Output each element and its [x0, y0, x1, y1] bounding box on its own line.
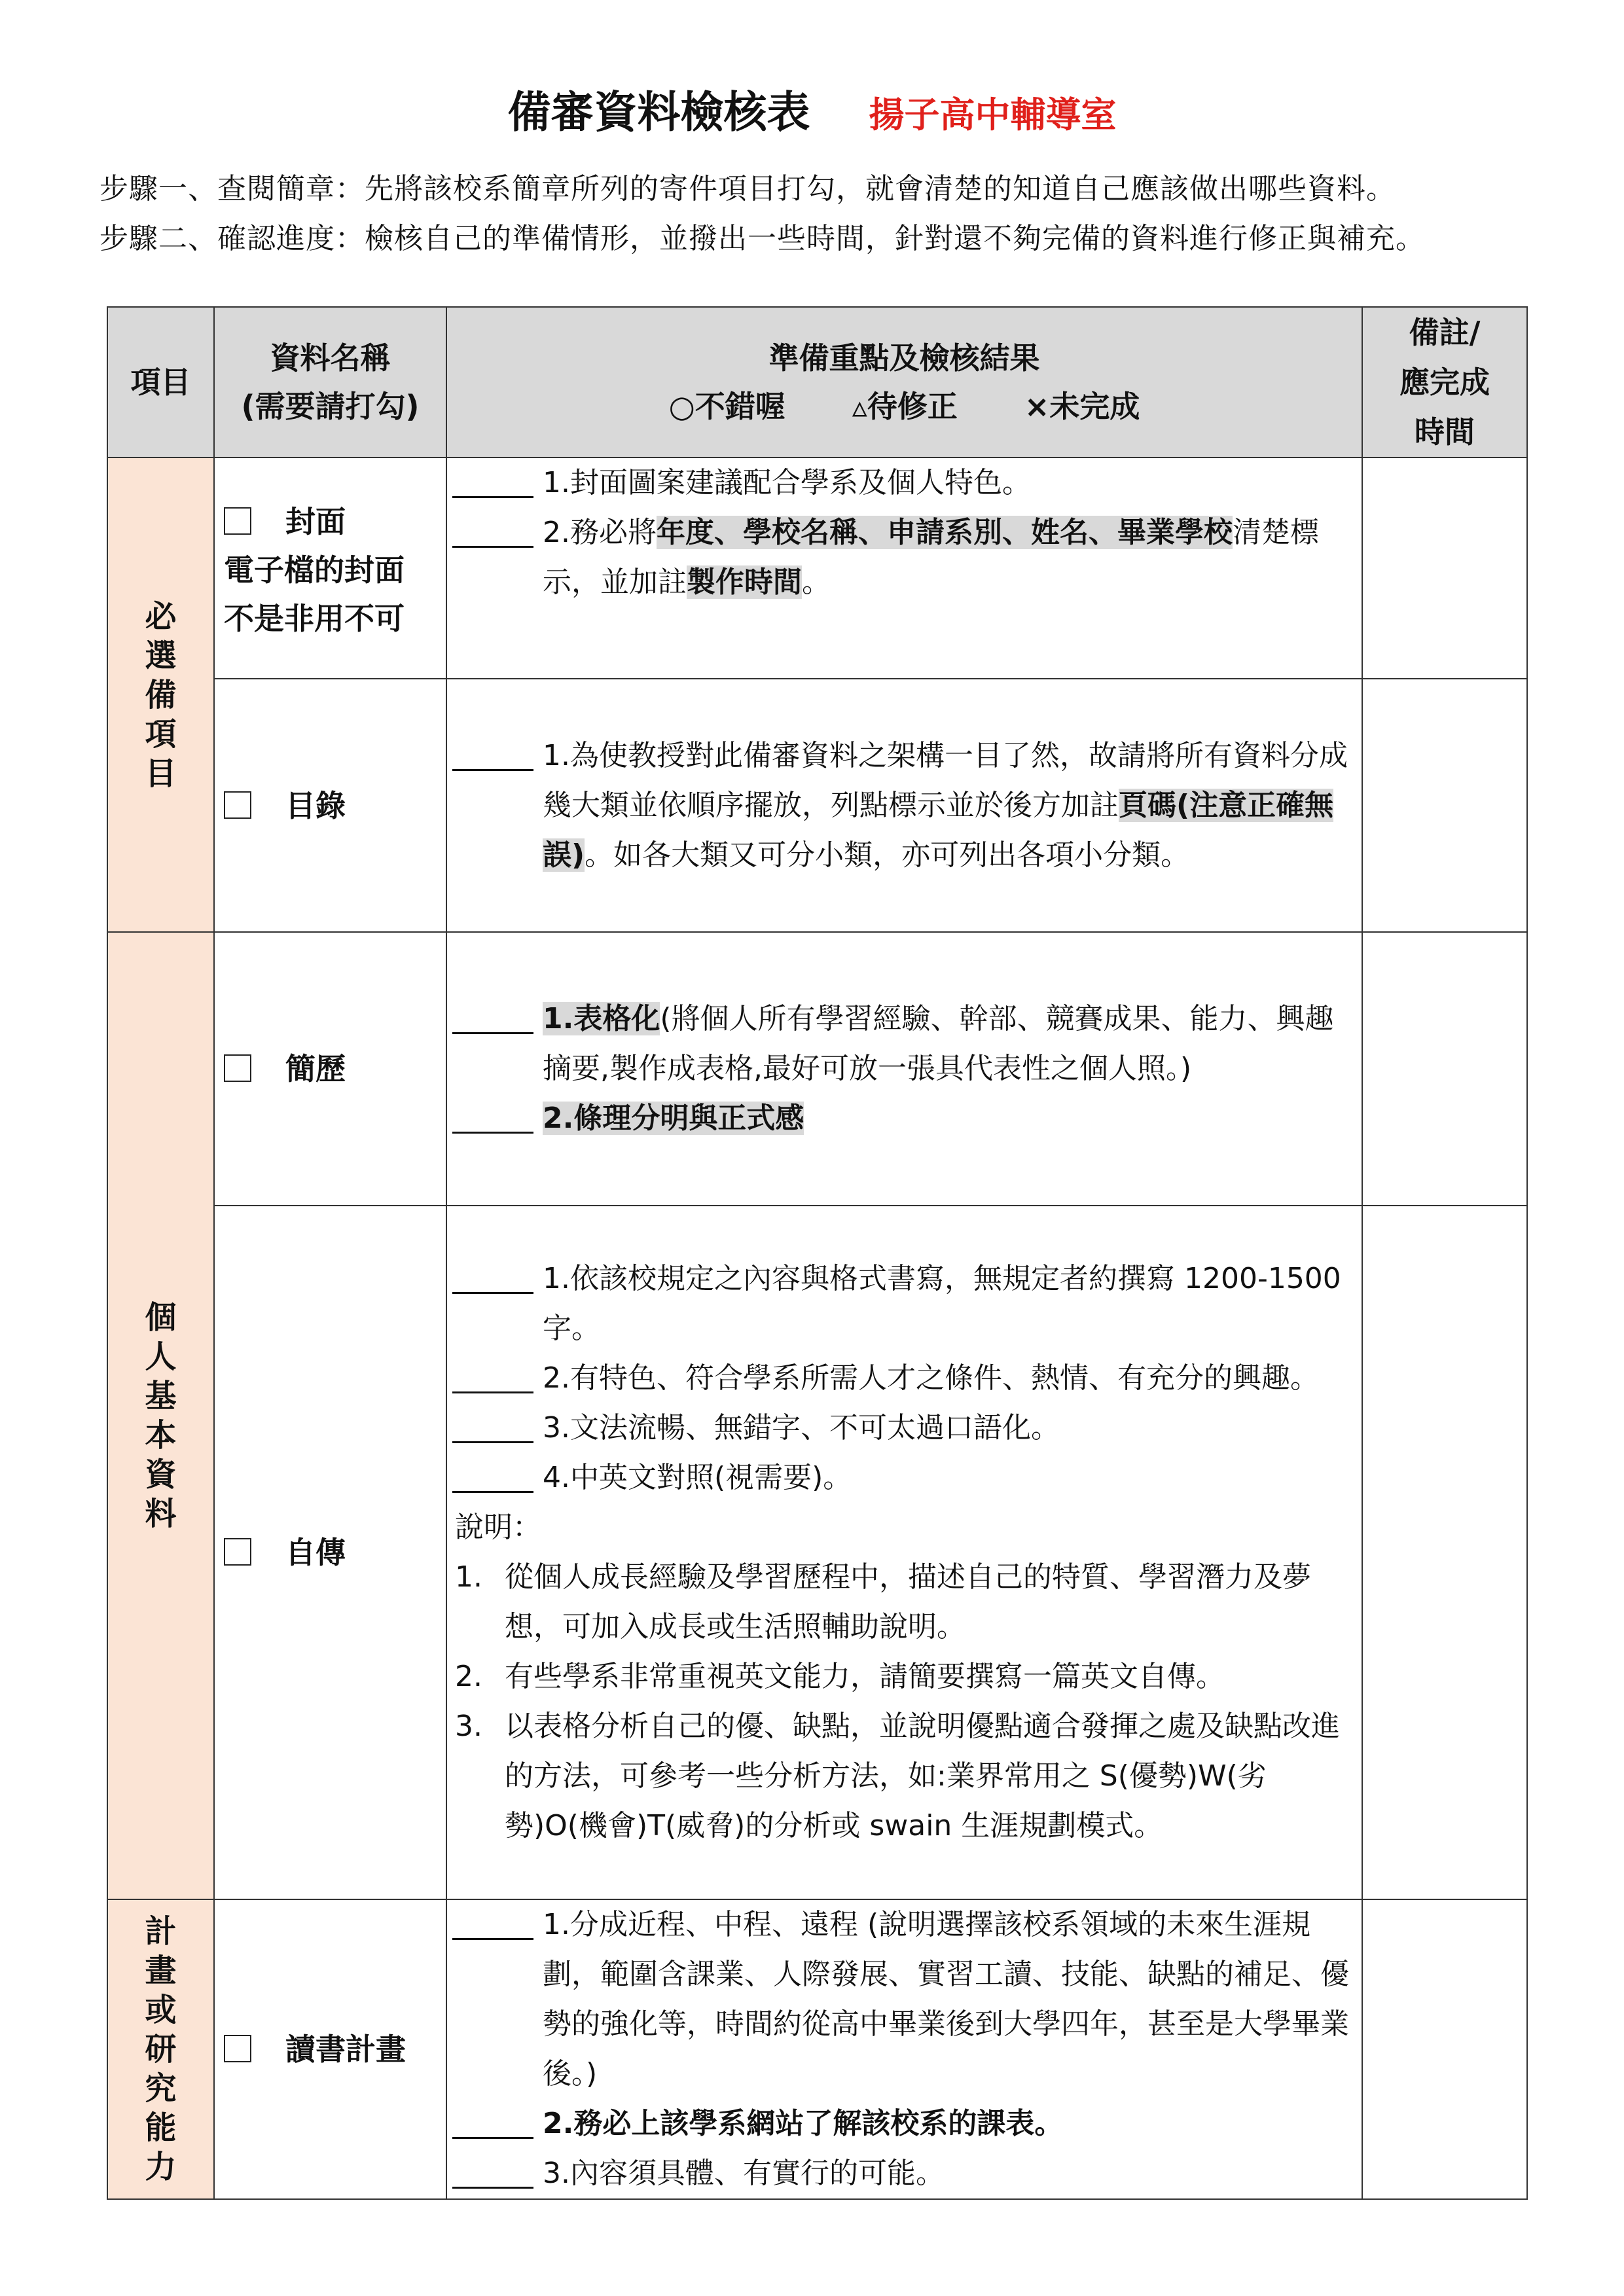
studyplan-name: 讀書計畫 [285, 2032, 406, 2067]
resume-point-2-text: 2.條理分明與正式感 [543, 1102, 804, 1135]
header-item-label: 項目 [130, 365, 191, 400]
legend-fix: ▵待修正 [852, 389, 958, 424]
checkbox-cover[interactable] [224, 507, 251, 535]
header-legend [447, 382, 1362, 431]
item-name-cover [214, 457, 446, 679]
autobio-note-3 [452, 1702, 1358, 1851]
autobio-point-3-text: 3.文法流暢、無錯字、不可太過口語化。 [543, 1411, 1060, 1444]
category-personal [107, 932, 214, 1899]
legend-undone: ×未完成 [1024, 389, 1140, 424]
cover-point-1 [452, 458, 1358, 508]
autobio-note-3-num: 3. [455, 1710, 482, 1743]
autobio-point-2-text: 2.有特色、符合學系所需人才之條件、熱情、有充分的興趣。 [543, 1361, 1319, 1395]
blank-line[interactable] [452, 731, 533, 771]
note-cell-toc[interactable] [1362, 679, 1527, 932]
blank-line[interactable] [452, 2149, 533, 2189]
cover-point-2 [452, 508, 1358, 607]
blank-line[interactable] [452, 994, 533, 1034]
header-focus [446, 307, 1362, 457]
studyplan-content [446, 1899, 1362, 2199]
resume-point-2 [452, 1094, 1358, 1143]
blank-line[interactable] [452, 1094, 533, 1134]
resume-name: 簡歷 [285, 1051, 346, 1086]
blank-line[interactable] [452, 1900, 533, 1940]
legend-good: ○不錯喔 [668, 389, 785, 424]
resume-point-1a: 1.表格化 [543, 1002, 660, 1035]
checkbox-studyplan[interactable] [224, 2035, 251, 2062]
autobio-note-1-text: 從個人成長經驗及學習歷程中，描述自己的特質、學習潛力及夢想，可加入成長或生活照輔助說明。 [505, 1560, 1311, 1643]
autobio-name: 自傳 [285, 1535, 346, 1570]
header-note [1362, 307, 1527, 457]
table-row-studyplan [107, 1899, 1527, 2199]
step-2-text: 步驟二、確認進度：檢核自己的準備情形，並撥出一些時間，針對還不夠完備的資料進行修正與補充。 [99, 222, 1425, 255]
note-cell-resume[interactable] [1362, 932, 1527, 1206]
category-plan-label: 計畫或研究能力 [145, 1913, 177, 2185]
header-name-line1: 資料名稱 [270, 340, 391, 376]
studyplan-point-3-text: 3.內容須具體、有實行的可能。 [543, 2157, 945, 2190]
item-name-toc [214, 679, 446, 932]
autobio-note-2-text: 有些學系非常重視英文能力，請簡要撰寫一篇英文自傳。 [505, 1660, 1225, 1693]
cover-point-2d: 製作時間 [687, 565, 802, 599]
header-note-line3: 時間 [1415, 414, 1475, 450]
blank-line[interactable] [452, 2099, 533, 2139]
note-cell-studyplan[interactable] [1362, 1899, 1527, 2199]
autobio-point-1 [452, 1254, 1358, 1354]
table-row-autobio [107, 1206, 1527, 1899]
studyplan-point-2-text: 2.務必上該學系網站了解該校系的課表。 [543, 2107, 1064, 2140]
toc-point-1c: 。如各大類又可分小類，亦可列出各項小分類。 [585, 838, 1190, 872]
autobio-note-1-num: 1. [455, 1560, 482, 1594]
toc-point-1b: 頁碼(注意正確無誤) [543, 788, 1334, 872]
step-1-text: 步驟一、查閱簡章：先將該校系簡章所列的寄件項目打勾，就會清楚的知道自己應該做出哪些資料。 [99, 172, 1396, 206]
cover-sub2: 不是非用不可 [224, 601, 405, 636]
checkbox-toc[interactable] [224, 791, 251, 819]
title-row [0, 77, 1624, 139]
category-required-label: 必選備項目 [145, 598, 177, 792]
blank-line[interactable] [452, 1254, 533, 1294]
autobio-point-2 [452, 1354, 1358, 1403]
toc-point-1a: 1.為使教授對此備審資料之架構一目了然，故請將所有資料分成幾大類並依順序擺放，列點標示並於後方加註 [543, 738, 1348, 822]
header-note-line1: 備註/ [1409, 315, 1481, 350]
resume-point-1b: (將個人所有學習經驗、幹部、競賽成果、能力、興趣摘要,製作成表格,最好可放一張具代表性之個人照。) [543, 1002, 1334, 1085]
table-row-cover [107, 457, 1527, 679]
cover-point-2b: 年度、學校名稱、申請系別、姓名、畢業學校 [656, 516, 1233, 549]
category-required [107, 457, 214, 932]
checkbox-autobio[interactable] [224, 1538, 251, 1566]
autobio-content [446, 1206, 1362, 1899]
cover-point-1-text: 1.封面圖案建議配合學系及個人特色。 [543, 466, 1031, 499]
cover-content [446, 457, 1362, 679]
autobio-point-4-text: 4.中英文對照(視需要)。 [543, 1461, 852, 1494]
header-focus-line1: 準備重點及檢核結果 [768, 340, 1040, 376]
note-cell-cover[interactable] [1362, 457, 1527, 679]
autobio-note-2-num: 2. [455, 1660, 482, 1693]
header-name-line2: (需要請打勾) [241, 389, 420, 424]
resume-content [446, 932, 1362, 1206]
autobio-notes-title: 說明： [455, 1511, 541, 1544]
cover-name: 封面 [285, 504, 346, 539]
item-name-studyplan [214, 1899, 446, 2199]
blank-line[interactable] [452, 1354, 533, 1393]
table-row-toc [107, 679, 1527, 932]
studyplan-point-3 [452, 2149, 1358, 2198]
header-row [107, 307, 1527, 457]
blank-line[interactable] [452, 1403, 533, 1443]
autobio-note-2 [452, 1652, 1358, 1702]
toc-content [446, 679, 1362, 932]
page-subtitle: 揚子高中輔導室 [869, 94, 1117, 135]
cover-sub1: 電子檔的封面 [224, 552, 405, 588]
page-title: 備審資料檢核表 [507, 87, 810, 137]
item-name-resume [214, 932, 446, 1206]
autobio-point-3 [452, 1403, 1358, 1453]
toc-name: 目錄 [285, 787, 346, 823]
blank-line[interactable] [452, 458, 533, 498]
resume-point-1 [452, 994, 1358, 1094]
item-name-autobio [214, 1206, 446, 1899]
cover-point-2a: 2.務必將 [543, 516, 657, 549]
table-row-resume [107, 932, 1527, 1206]
checkbox-resume[interactable] [224, 1054, 251, 1082]
autobio-point-1-text: 1.依該校規定之內容與格式書寫，無規定者約撰寫 1200-1500 字。 [543, 1262, 1341, 1345]
toc-point-1 [452, 731, 1358, 880]
cover-point-2e: 。 [802, 565, 831, 599]
autobio-note-1 [452, 1552, 1358, 1652]
checklist-table [107, 306, 1528, 2200]
blank-line[interactable] [452, 508, 533, 548]
header-note-line2: 應完成 [1399, 365, 1490, 400]
studyplan-point-1-text: 1.分成近程、中程、遠程 (說明選擇該校系領域的未來生涯規劃，範圍含課業、人際發展、實習工讀、技能、缺點的補足、優勢的強化等，時間約從高中畢業後到大學四年，甚至是大學畢業後。) [543, 1908, 1349, 2090]
autobio-point-4 [452, 1453, 1358, 1503]
header-item [107, 307, 214, 457]
autobio-note-3-text: 以表格分析自己的優、缺點，並說明優點適合發揮之處及缺點改進的方法，可參考一些分析方法，如:業界常用之 S(優勢)W(劣勢)O(機會)T(威脅)的分析或 swain 生涯規劃模式。 [505, 1710, 1340, 1842]
category-plan [107, 1899, 214, 2199]
category-personal-label: 個人基本資料 [145, 1299, 177, 1532]
header-name [214, 307, 446, 457]
studyplan-point-2 [452, 2099, 1358, 2149]
cover-point-2c: 清楚標示，並加註 [543, 516, 1319, 599]
blank-line[interactable] [452, 1453, 533, 1493]
studyplan-point-1 [452, 1900, 1358, 2099]
note-cell-autobio[interactable] [1362, 1206, 1527, 1899]
